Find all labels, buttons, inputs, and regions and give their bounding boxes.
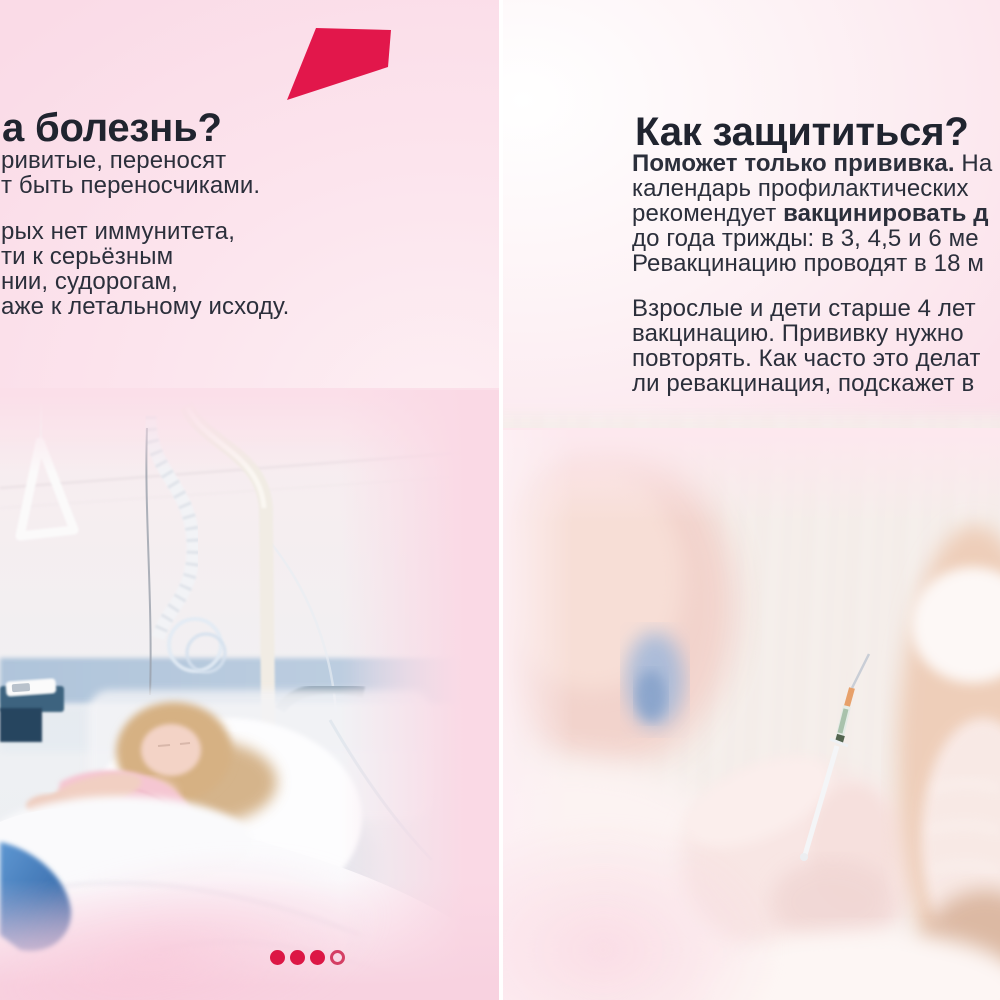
left-slide-title: а болезнь?	[2, 105, 222, 150]
text-line: Ревакцинацию проводят в 18 м	[632, 250, 984, 277]
pagination-dot-2[interactable]	[290, 950, 305, 965]
slide-disease-danger[interactable]	[0, 0, 499, 1000]
vaccination-photo	[503, 430, 1000, 1000]
red-flag-accent-icon	[280, 20, 400, 110]
text-line: ти к серьёзным	[1, 243, 174, 270]
photo-bottom-left-glow	[503, 820, 783, 1000]
text-line	[632, 201, 992, 226]
text-line: повторять. Как часто это делат	[632, 345, 981, 372]
text-line: до года трижды: в 3, 4,5 и 6 ме	[632, 225, 979, 252]
right-paragraph-2	[632, 296, 980, 396]
left-paragraph-2	[1, 219, 289, 319]
text-line: рых нет иммунитета,	[1, 218, 235, 245]
pagination-dot-3[interactable]	[310, 950, 325, 965]
hospital-bed-photo	[0, 390, 499, 1000]
text-line: аже к летальному исходу.	[1, 293, 290, 320]
left-paragraph-1	[1, 148, 260, 198]
text-line: вакцинацию. Прививку нужно	[632, 320, 964, 347]
text-line: Взрослые и дети старше 4 лет	[632, 295, 976, 322]
carousel-pagination	[270, 950, 345, 965]
text-line: календарь профилактических	[632, 175, 969, 202]
regular-text: рекомендует	[632, 200, 784, 227]
right-paragraph-1	[632, 151, 992, 276]
text-line: т быть переносчиками.	[1, 172, 261, 199]
pagination-dot-4[interactable]	[330, 950, 345, 965]
bold-text: вакцинировать д	[783, 200, 989, 227]
pagination-dot-1[interactable]	[270, 950, 285, 965]
text-line: ли ревакцинация, подскажет в	[632, 370, 975, 397]
right-slide-title: Как защититься?	[635, 109, 969, 154]
bold-text: Поможет только прививка.	[632, 150, 955, 177]
photo-top-fade	[503, 428, 1000, 523]
regular-text: На	[954, 150, 993, 177]
slide-how-to-protect[interactable]	[503, 0, 1000, 1000]
text-line: ривитые, переносят	[1, 147, 227, 174]
text-line	[632, 151, 992, 176]
text-line: нии, судорогам,	[1, 268, 178, 295]
